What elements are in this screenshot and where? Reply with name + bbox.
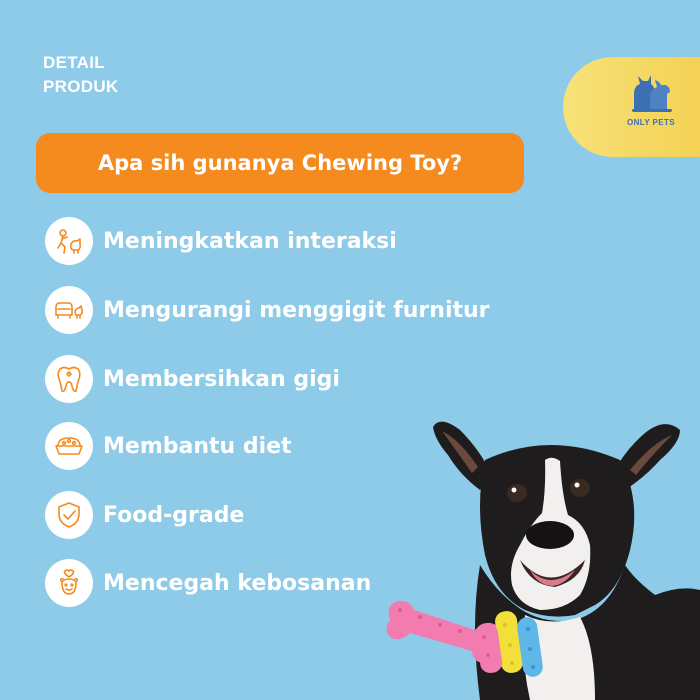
brand-name: ONLY PETS bbox=[626, 118, 676, 127]
benefit-icon-circle bbox=[45, 422, 93, 470]
benefit-label: Meningkatkan interaksi bbox=[103, 228, 397, 254]
headline-banner bbox=[36, 133, 524, 193]
benefit-icon-circle bbox=[45, 217, 93, 265]
benefit-label: Food-grade bbox=[103, 502, 245, 528]
benefit-label: Mencegah kebosanan bbox=[103, 570, 372, 596]
benefit-item bbox=[45, 217, 397, 265]
tooth-icon bbox=[55, 364, 83, 394]
benefit-item bbox=[45, 491, 244, 539]
benefit-icon-circle bbox=[45, 355, 93, 403]
dog-with-chew-toy-image bbox=[380, 405, 700, 700]
shield-check-icon bbox=[56, 500, 82, 530]
food-bowl-icon bbox=[54, 432, 84, 460]
only-pets-logo-icon bbox=[626, 72, 674, 114]
benefit-item bbox=[45, 422, 292, 470]
benefit-item bbox=[45, 355, 340, 403]
benefit-icon-circle bbox=[45, 286, 93, 334]
benefit-label: Membersihkan gigi bbox=[103, 366, 340, 392]
benefit-label: Mengurangi menggigit furnitur bbox=[103, 297, 490, 323]
section-title-line-2: PRODUK bbox=[43, 77, 119, 96]
benefit-item bbox=[45, 559, 371, 607]
headline-text: Apa sih gunanya Chewing Toy? bbox=[97, 151, 463, 175]
section-title-line-1: DETAIL bbox=[43, 53, 105, 72]
benefit-icon-circle bbox=[45, 491, 93, 539]
play-interaction-icon bbox=[54, 226, 84, 256]
section-title bbox=[43, 51, 118, 99]
benefit-label: Membantu diet bbox=[103, 433, 292, 459]
benefit-icon-circle bbox=[45, 559, 93, 607]
happy-dog-heart-icon bbox=[54, 568, 84, 598]
furniture-dog-icon bbox=[53, 295, 85, 325]
benefit-item bbox=[45, 286, 490, 334]
